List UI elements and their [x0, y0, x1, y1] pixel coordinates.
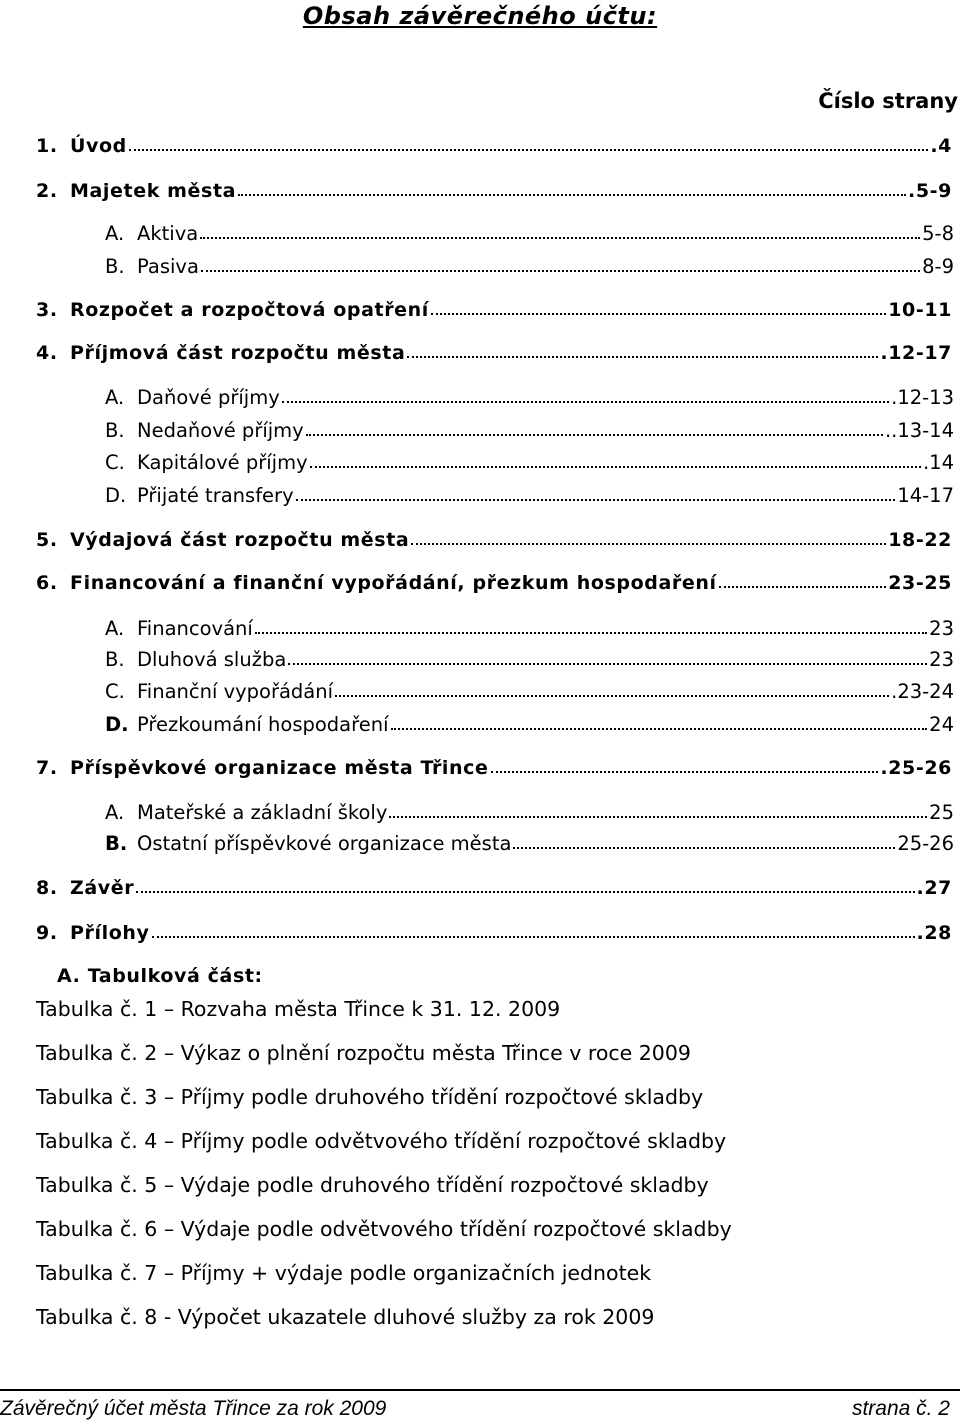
toc-subentry[interactable] [105, 617, 954, 640]
toc-letter: D. [105, 484, 127, 507]
table-list-item: Tabulka č. 4 – Příjmy podle odvětvového třídění rozpočtové skladby [36, 1129, 727, 1153]
page-footer [0, 1389, 960, 1421]
toc-letter: A. [105, 617, 125, 640]
toc-label: Kapitálové příjmy [137, 451, 308, 474]
toc-entry[interactable] [36, 135, 952, 157]
toc-page: 24 [929, 713, 954, 736]
toc-page: .14 [922, 451, 954, 474]
toc-subentry[interactable] [105, 801, 954, 824]
toc-page: 23-25 [888, 572, 952, 594]
dot-leader [306, 434, 883, 436]
table-list-item: Tabulka č. 7 – Příjmy + výdaje podle organizačních jednotek [36, 1261, 652, 1285]
toc-page: .4 [930, 135, 952, 157]
toc-label: Majetek města [70, 180, 237, 202]
toc-page: 8-9 [922, 255, 954, 278]
toc-entry[interactable] [36, 757, 952, 779]
dot-leader [282, 401, 889, 403]
dot-leader [136, 891, 914, 893]
toc-subentry[interactable] [105, 832, 954, 855]
dot-leader [431, 313, 886, 315]
dot-leader [255, 632, 927, 634]
dot-leader [513, 847, 895, 849]
table-list-item: Tabulka č. 2 – Výkaz o plnění rozpočtu města Třince v roce 2009 [36, 1041, 691, 1065]
toc-label: Financování a finanční vypořádání, přezkum hospodaření [70, 572, 717, 594]
toc-subentry[interactable] [105, 451, 954, 474]
dot-leader [389, 816, 927, 818]
toc-entry[interactable] [36, 572, 952, 594]
table-list-item: Tabulka č. 5 – Výdaje podle druhového třídění rozpočtové skladby [36, 1173, 709, 1197]
toc-label: Závěr [70, 877, 135, 899]
toc-page: .5-9 [908, 180, 952, 202]
toc-number: 3. [36, 299, 58, 321]
toc-label: Aktiva [137, 222, 199, 245]
toc-letter: A. [105, 222, 125, 245]
toc-page: 14-17 [897, 484, 954, 507]
dot-leader [719, 586, 887, 588]
dot-leader [288, 663, 927, 665]
toc-subentry[interactable] [105, 419, 954, 442]
toc-page: .28 [916, 922, 952, 944]
toc-page: 5-8 [922, 222, 954, 245]
toc-entry[interactable] [36, 877, 952, 899]
toc-label: Finanční vypořádání [137, 680, 334, 703]
toc-page: 10-11 [888, 299, 952, 321]
toc-label: Pasiva [137, 255, 199, 278]
toc-letter: B. [105, 419, 125, 442]
toc-number: 1. [36, 135, 58, 157]
toc-label: Daňové příjmy [137, 386, 280, 409]
toc-number: 8. [36, 877, 58, 899]
table-list-item: Tabulka č. 3 – Příjmy podle druhového třídění rozpočtové skladby [36, 1085, 704, 1109]
toc-entry[interactable] [36, 342, 952, 364]
page-number-column-header: Číslo strany [818, 89, 958, 113]
toc-label: Příspěvkové organizace města Třince [70, 757, 489, 779]
toc-number: 5. [36, 529, 58, 551]
footer-document-title: Závěrečný účet města Třince za rok 2009 [0, 1397, 387, 1420]
toc-label: Nedaňové příjmy [137, 419, 304, 442]
toc-subentry[interactable] [105, 713, 954, 736]
toc-label: Přílohy [70, 922, 150, 944]
toc-page: .12-13 [891, 386, 954, 409]
table-list-item: Tabulka č. 1 – Rozvaha města Třince k 31. 12. 2009 [36, 997, 561, 1021]
toc-letter: B. [105, 648, 125, 671]
dot-leader [335, 695, 889, 697]
dot-leader [391, 728, 928, 730]
table-list-item: Tabulka č. 6 – Výdaje podle odvětvového třídění rozpočtové skladby [36, 1217, 732, 1241]
toc-number: 6. [36, 572, 58, 594]
page-title: Obsah závěrečného účtu: [302, 2, 658, 30]
toc-page: 18-22 [888, 529, 952, 551]
toc-label: Mateřské a základní školy [137, 801, 388, 824]
toc-label: Ostatní příspěvkové organizace města [137, 832, 512, 855]
toc-entry[interactable] [36, 180, 952, 202]
toc-page: 23 [929, 648, 954, 671]
toc-letter: C. [105, 451, 125, 474]
toc-entry[interactable] [36, 299, 952, 321]
tables-section-heading: A. Tabulková část: [57, 965, 263, 987]
toc-subentry[interactable] [105, 648, 954, 671]
toc-number: 4. [36, 342, 58, 364]
toc-subentry[interactable] [105, 222, 954, 245]
toc-letter: D. [105, 713, 129, 736]
toc-page: ..13-14 [884, 419, 954, 442]
toc-page: .27 [916, 877, 952, 899]
toc-label: Úvod [70, 135, 127, 157]
toc-entry[interactable] [36, 529, 952, 551]
toc-letter: B. [105, 255, 125, 278]
toc-letter: C. [105, 680, 125, 703]
dot-leader [411, 543, 886, 545]
toc-page: 23 [929, 617, 954, 640]
dot-leader [152, 936, 915, 938]
toc-number: 7. [36, 757, 58, 779]
toc-page: 25-26 [897, 832, 954, 855]
dot-leader [201, 270, 920, 272]
toc-subentry[interactable] [105, 386, 954, 409]
toc-page: 25 [929, 801, 954, 824]
toc-number: 2. [36, 180, 58, 202]
toc-subentry[interactable] [105, 255, 954, 278]
dot-leader [129, 149, 928, 151]
toc-page: .23-24 [891, 680, 954, 703]
toc-subentry[interactable] [105, 680, 954, 703]
toc-letter: A. [105, 801, 125, 824]
table-list-item: Tabulka č. 8 - Výpočet ukazatele dluhové služby za rok 2009 [36, 1305, 655, 1329]
toc-page: .12-17 [880, 342, 952, 364]
toc-subentry[interactable] [105, 484, 954, 507]
dot-leader [200, 237, 920, 239]
toc-label: Výdajová část rozpočtu města [70, 529, 410, 551]
toc-letter: B. [105, 832, 128, 855]
toc-label: Přijaté transfery [137, 484, 294, 507]
toc-letter: A. [105, 386, 125, 409]
toc-number: 9. [36, 922, 58, 944]
dot-leader [407, 356, 878, 358]
dot-leader [296, 499, 896, 501]
toc-label: Přezkoumání hospodaření [137, 713, 389, 736]
dot-leader [491, 771, 879, 773]
toc-label: Financování [137, 617, 253, 640]
toc-label: Dluhová služba [137, 648, 287, 671]
toc-entry[interactable] [36, 922, 952, 944]
footer-page-number: strana č. 2 [851, 1397, 950, 1420]
dot-leader [310, 466, 921, 468]
toc-label: Příjmová část rozpočtu města [70, 342, 406, 364]
toc-page: .25-26 [880, 757, 952, 779]
toc-label: Rozpočet a rozpočtová opatření [70, 299, 429, 321]
dot-leader [238, 194, 906, 196]
